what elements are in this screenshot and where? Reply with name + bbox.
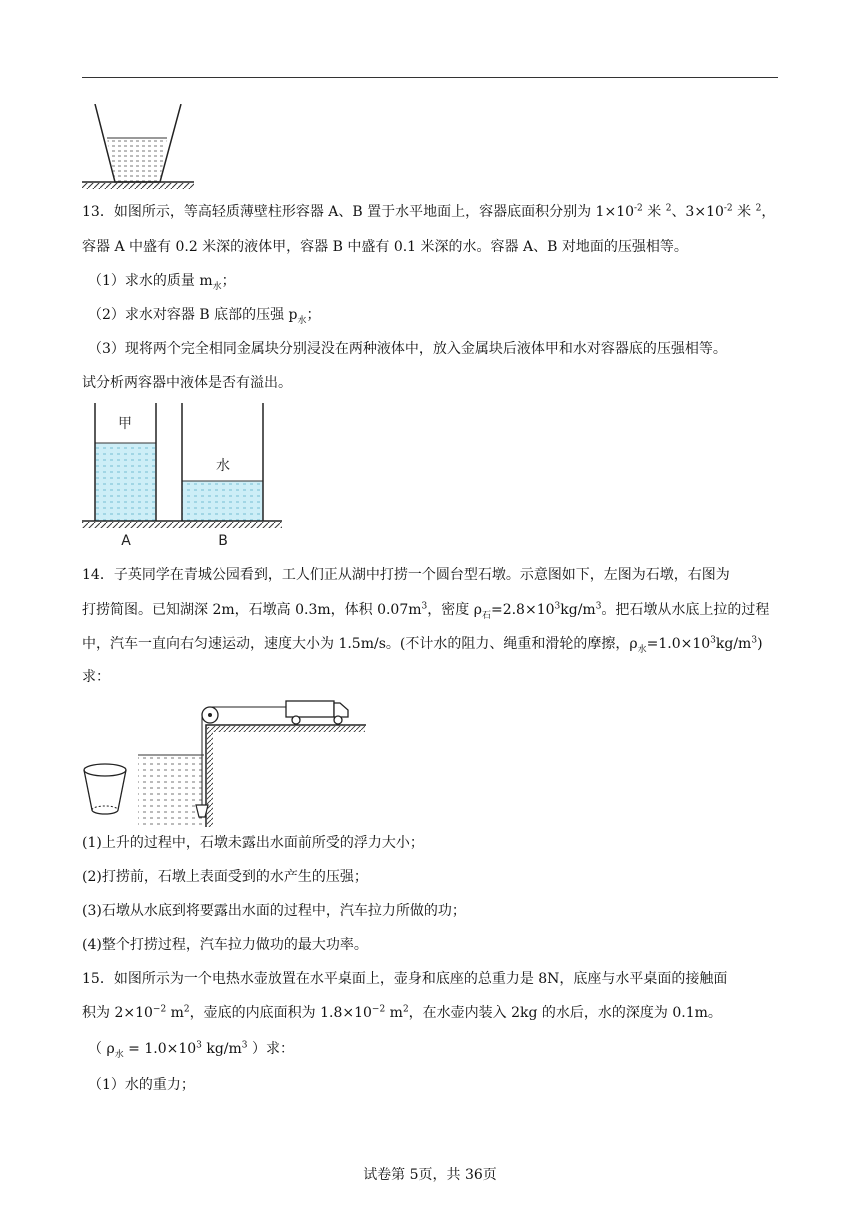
q15-stem-line2: 积为 $2\times 10^{-2}$ $m^2$，壶底的内底面积为 $1.8\times 10^{-2}$ $m^2$，在水壶内装入 2kg 的水后，水的深度为 0.1m。 [82, 1004, 722, 1021]
q14-item-4: (4)整个打捞过程，汽车拉力做功的最大功率。 [82, 937, 368, 953]
q13-part3-cont: 试分析两容器中液体是否有溢出。 [82, 375, 292, 391]
trapezoid-container-figure [82, 104, 202, 190]
q14-item-2: (2)打捞前，石墩上表面受到的水产生的压强； [82, 869, 368, 885]
q13-stem-line2: 容器 A 中盛有 0.2 米深的液体甲，容器 B 中盛有 0.1 米深的水。容器 A、B 对地面的压强相等。 [82, 239, 688, 255]
q14-stem-line3: 中，汽车一直向右匀速运动，速度大小为 1.5m/s。(不计水的阻力、绳重和滑轮的摩擦，$\rho_水=1.0\times 10^3kg/m^3$) [82, 635, 763, 655]
label-a: A [121, 533, 131, 549]
label-shui: 水 [216, 458, 230, 474]
q15-stem-line1: 15．如图所示为一个电热水壶放置在水平桌面上，壶身和底座的总重力是 8N，底座与水平桌面的接触面 [82, 971, 728, 987]
q13-part2: （2）求水对容器 B 底部的压强 $p_水$； [88, 307, 321, 326]
q14-stem-line2: 打捞简图。已知湖深 2m，石墩高 0.3m，体积 $0.07m^3$，密度 $\rho_石=2.8\times 10^3kg/m^3$。把石墩从水底上拉的过程 [82, 601, 770, 621]
q15-part1: （1）水的重力； [88, 1077, 195, 1093]
label-b: B [218, 533, 228, 549]
label-jia: 甲 [118, 416, 132, 432]
q14-item-3: (3)石墩从水底到将要露出水面的过程中，汽车拉力所做的功； [82, 903, 466, 919]
q13-part3: （3）现将两个完全相同金属块分别浸没在两种液体中，放入金属块后液体甲和水对容器底的压强相等。 [88, 341, 727, 357]
q13-part1: （1）求水的质量 $m_水$； [88, 273, 236, 292]
q14-item-1: (1)上升的过程中，石墩未露出水面前所受的浮力大小； [82, 835, 424, 851]
stone-pier-figure [82, 762, 130, 818]
q15-stem-line3: （ $\rho_水 = 1.0\times 10^3$ $kg/m^3$ ）求： [88, 1040, 294, 1060]
q13-stem-line1: 13．如图所示，等高轻质薄壁柱形容器 A、B 置于水平地面上，容器底面积分别为 $1\times 10^{-2}$ 米 $^2$、$3\times 10^{-2}$ 米 $^2$， [82, 203, 776, 220]
containers-ab-figure [82, 403, 292, 549]
q14-stem-line1: 14．子英同学在青城公园看到，工人们正从湖中打捞一个圆台型石墩。示意图如下，左图为石墩，右图为 [82, 567, 730, 583]
q14-stem-line4: 求： [82, 669, 110, 685]
salvage-diagram-figure [136, 695, 368, 827]
header-rule [82, 77, 778, 78]
page-footer: 试卷第 5页，共 36页 [363, 1167, 497, 1183]
